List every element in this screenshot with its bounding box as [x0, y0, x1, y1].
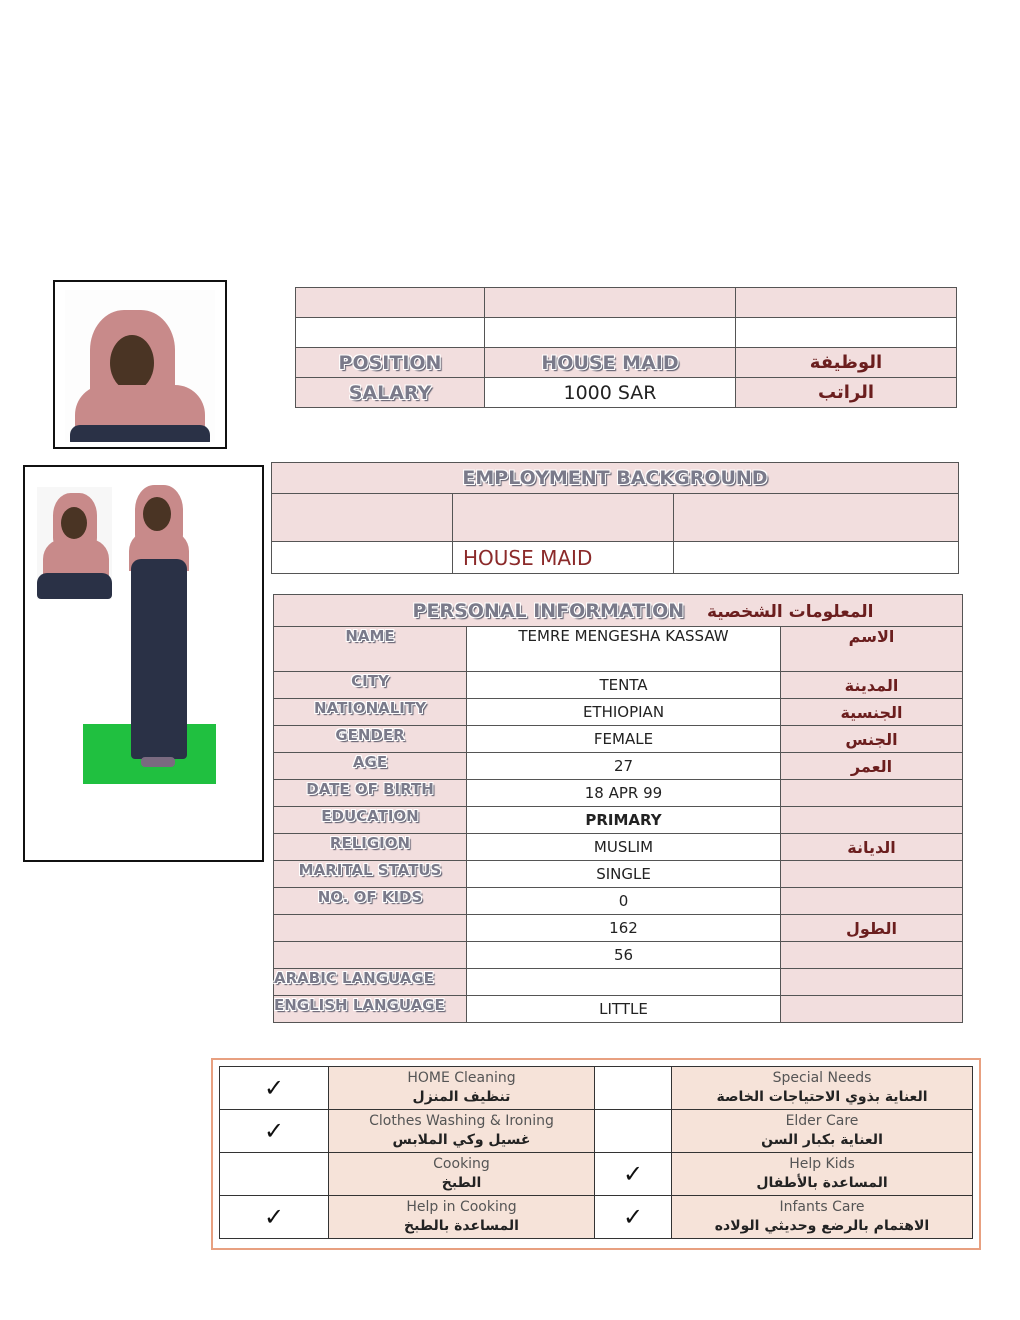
- personal-field-value: FEMALE: [467, 726, 781, 753]
- salary-label-ar: الراتب: [736, 378, 957, 408]
- employment-position: HOUSE MAID: [453, 542, 674, 574]
- personal-row: [274, 672, 963, 699]
- personal-row: [274, 888, 963, 915]
- portrait-photo: [53, 280, 227, 449]
- personal-field-label: GENDER: [274, 726, 467, 753]
- personal-field-value: 56: [467, 942, 781, 969]
- personal-title: PERSONAL INFORMATION: [412, 599, 685, 622]
- personal-field-label-ar: [781, 861, 963, 888]
- personal-title-ar: المعلومات الشخصية: [706, 601, 874, 622]
- personal-row: [274, 996, 963, 1023]
- personal-field-label-ar: [781, 888, 963, 915]
- skill-right-ar: العناية بكبار السن: [761, 1132, 883, 1148]
- position-salary-table: [295, 287, 957, 408]
- skill-left: [329, 1067, 595, 1110]
- skill-right-ar: الاهتمام بالرضع وحديثي الولاده: [714, 1218, 930, 1234]
- skill-right-ar: المساعدة بالأطفال: [756, 1175, 888, 1191]
- skill-right-en: Special Needs: [772, 1070, 872, 1086]
- employment-title: EMPLOYMENT BACKGROUND: [272, 463, 959, 494]
- personal-field-label: ARABIC LANGUAGE: [274, 969, 467, 996]
- personal-field-label-ar: [781, 996, 963, 1023]
- personal-row: [274, 726, 963, 753]
- personal-field-label-ar: [781, 969, 963, 996]
- position-value: HOUSE MAID: [485, 348, 736, 378]
- skill-left-ar: غسيل وكي الملابس: [392, 1132, 531, 1148]
- skill-row: [220, 1196, 973, 1239]
- personal-field-value: 18 APR 99: [467, 780, 781, 807]
- skill-right: [672, 1153, 973, 1196]
- employment-background-table: [271, 462, 959, 574]
- skills-table: [219, 1066, 973, 1239]
- personal-field-label: EDUCATION: [274, 807, 467, 834]
- personal-field-value: 0: [467, 888, 781, 915]
- personal-field-label-ar: الجنسية: [781, 699, 963, 726]
- skill-right-en: Help Kids: [789, 1156, 855, 1172]
- skill-check-left: [220, 1153, 329, 1196]
- skill-right: [672, 1196, 973, 1239]
- personal-field-value: MUSLIM: [467, 834, 781, 861]
- personal-field-value: PRIMARY: [467, 807, 781, 834]
- personal-row: [274, 969, 963, 996]
- personal-field-label-ar: [781, 942, 963, 969]
- skill-right-ar: العناية بذوي الاحتياجات الخاصة: [716, 1089, 928, 1105]
- skill-check-right: [595, 1067, 672, 1110]
- personal-field-label: AGE: [274, 753, 467, 780]
- personal-field-label: MARITAL STATUS: [274, 861, 467, 888]
- full-body-image: [37, 479, 217, 784]
- full-body-photo: [23, 465, 264, 862]
- skill-left-en: Cooking: [433, 1156, 490, 1172]
- skill-check-right: ✓: [595, 1196, 672, 1239]
- personal-field-label: NAME: [274, 627, 467, 672]
- personal-field-value: TENTA: [467, 672, 781, 699]
- skill-left-ar: تنظيف المنزل: [412, 1089, 511, 1105]
- personal-field-value: TEMRE MENGESHA KASSAW: [467, 627, 781, 672]
- skill-check-right: [595, 1110, 672, 1153]
- position-label-ar: الوظيفة: [736, 348, 957, 378]
- inset-headshot: [37, 487, 112, 599]
- skill-left-en: Help in Cooking: [406, 1199, 517, 1215]
- personal-field-label-ar: الديانة: [781, 834, 963, 861]
- personal-field-label-ar: الجنس: [781, 726, 963, 753]
- personal-information-table: [273, 594, 963, 1023]
- skill-check-left: ✓: [220, 1196, 329, 1239]
- skill-right-en: Elder Care: [785, 1113, 859, 1129]
- personal-field-label: [274, 915, 467, 942]
- salary-label: SALARY: [296, 378, 485, 408]
- personal-field-label-ar: [781, 807, 963, 834]
- personal-field-value: ETHIOPIAN: [467, 699, 781, 726]
- skills-panel: [211, 1058, 981, 1250]
- personal-field-label: NATIONALITY: [274, 699, 467, 726]
- personal-row: [274, 915, 963, 942]
- skill-left-ar: الطبخ: [441, 1175, 482, 1191]
- personal-row: [274, 627, 963, 672]
- salary-value: 1000 SAR: [485, 378, 736, 408]
- personal-row: [274, 699, 963, 726]
- skill-left-en: Clothes Washing & Ironing: [369, 1113, 554, 1129]
- portrait-image: [65, 290, 215, 442]
- skill-check-left: ✓: [220, 1110, 329, 1153]
- personal-row: [274, 780, 963, 807]
- personal-field-label-ar: [781, 780, 963, 807]
- skill-right: [672, 1110, 973, 1153]
- personal-row: [274, 834, 963, 861]
- personal-row: [274, 753, 963, 780]
- personal-row: [274, 861, 963, 888]
- personal-field-label: NO. OF KIDS: [274, 888, 467, 915]
- skill-row: [220, 1067, 973, 1110]
- personal-field-label: ENGLISH LANGUAGE: [274, 996, 467, 1023]
- personal-field-label: DATE OF BIRTH: [274, 780, 467, 807]
- skill-left-en: HOME Cleaning: [407, 1070, 516, 1086]
- personal-field-label-ar: الاسم: [781, 627, 963, 672]
- personal-field-label-ar: الطول: [781, 915, 963, 942]
- skill-right: [672, 1067, 973, 1110]
- personal-field-label-ar: العمر: [781, 753, 963, 780]
- skill-check-left: ✓: [220, 1067, 329, 1110]
- personal-field-value: 162: [467, 915, 781, 942]
- skill-left: [329, 1153, 595, 1196]
- skill-left: [329, 1196, 595, 1239]
- position-label: POSITION: [296, 348, 485, 378]
- skill-check-right: ✓: [595, 1153, 672, 1196]
- skill-row: [220, 1153, 973, 1196]
- skill-row: [220, 1110, 973, 1153]
- personal-row: [274, 807, 963, 834]
- skill-right-en: Infants Care: [779, 1199, 865, 1215]
- personal-field-value: 27: [467, 753, 781, 780]
- personal-field-label-ar: المدينة: [781, 672, 963, 699]
- personal-field-label: RELIGION: [274, 834, 467, 861]
- personal-row: [274, 942, 963, 969]
- skill-left: [329, 1110, 595, 1153]
- personal-field-value: SINGLE: [467, 861, 781, 888]
- personal-field-value: [467, 969, 781, 996]
- personal-field-label: CITY: [274, 672, 467, 699]
- personal-field-value: LITTLE: [467, 996, 781, 1023]
- skill-left-ar: المساعدة بالطبخ: [404, 1218, 519, 1234]
- personal-field-label: [274, 942, 467, 969]
